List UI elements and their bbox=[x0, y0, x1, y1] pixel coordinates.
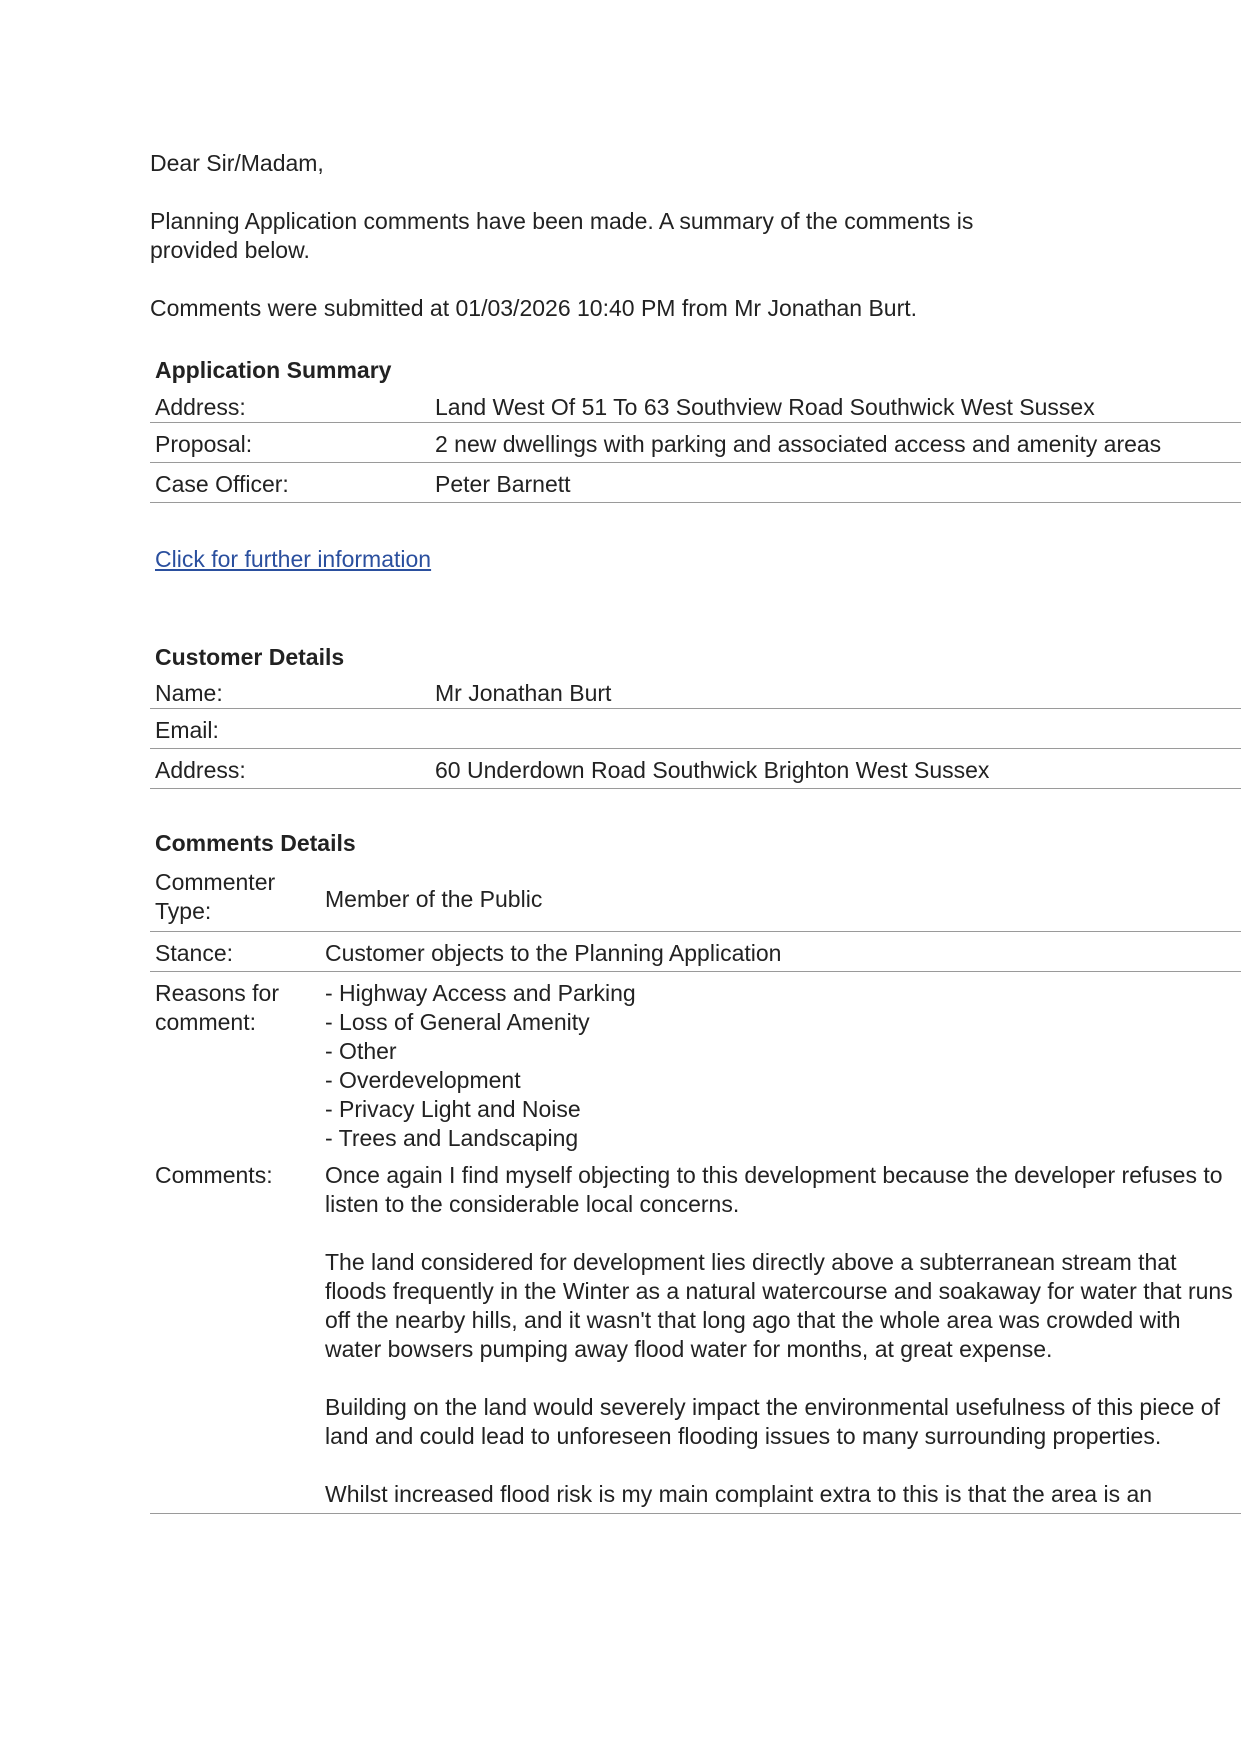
application-summary-table bbox=[150, 386, 1241, 503]
table-row bbox=[150, 386, 1241, 423]
comment-paragraph: The land considered for development lies directly above a subterranean stream that floods frequently in the Winter as a natural watercourse and soakaway for water that runs off the nearby hills, and it wasn't that long ago that the whole area was crowded with water bowsers pumping away flood water for months, at great expense. bbox=[325, 1248, 1233, 1362]
comments-body bbox=[320, 1153, 1241, 1514]
reasons-list bbox=[320, 971, 1241, 1153]
commenter-type-label-line-2: Type: bbox=[155, 898, 212, 924]
comment-paragraph: Once again I find myself objecting to this development because the developer refuses to listen to the considerable local concerns. bbox=[325, 1161, 1223, 1217]
comments-label: Comments: bbox=[150, 1153, 320, 1514]
reasons-label-line-1: Reasons for bbox=[155, 979, 280, 1006]
customer-address-value: 60 Underdown Road Southwick Brighton West Sussex bbox=[430, 749, 1241, 789]
comments-details-title: Comments Details bbox=[155, 830, 356, 856]
list-item: - Overdevelopment bbox=[325, 1066, 521, 1093]
list-item: - Loss of General Amenity bbox=[325, 1008, 590, 1035]
customer-name-value: Mr Jonathan Burt bbox=[430, 672, 1241, 709]
commenter-type-value: Member of the Public bbox=[320, 868, 1241, 931]
customer-email-label: Email: bbox=[150, 709, 430, 749]
table-row bbox=[150, 709, 1241, 749]
table-row bbox=[150, 971, 1241, 1153]
address-label: Address: bbox=[150, 386, 430, 423]
customer-email-value bbox=[430, 709, 1241, 749]
intro-text bbox=[150, 207, 1150, 265]
table-row bbox=[150, 868, 1241, 931]
reasons-label bbox=[150, 971, 320, 1153]
table-row bbox=[150, 672, 1241, 709]
table-row bbox=[150, 749, 1241, 789]
customer-details-table bbox=[150, 672, 1241, 789]
proposal-value: 2 new dwellings with parking and associated access and amenity areas bbox=[430, 423, 1241, 463]
comment-paragraph: Whilst increased flood risk is my main complaint extra to this is that the area is an bbox=[325, 1480, 1153, 1507]
intro-line-2: provided below. bbox=[150, 237, 310, 263]
table-row bbox=[150, 423, 1241, 463]
case-officer-label: Case Officer: bbox=[150, 463, 430, 503]
stance-value: Customer objects to the Planning Application bbox=[320, 931, 1241, 971]
stance-label: Stance: bbox=[150, 931, 320, 971]
list-item: - Privacy Light and Noise bbox=[325, 1095, 581, 1122]
customer-address-label: Address: bbox=[150, 749, 430, 789]
list-item: - Other bbox=[325, 1037, 397, 1064]
list-item: - Highway Access and Parking bbox=[325, 979, 636, 1006]
table-row bbox=[150, 463, 1241, 503]
reasons-label-line-2: comment: bbox=[155, 1008, 256, 1035]
commenter-type-label-line-1: Commenter bbox=[155, 869, 276, 895]
greeting: Dear Sir/Madam, bbox=[150, 150, 324, 176]
commenter-type-label bbox=[150, 868, 320, 931]
case-officer-value: Peter Barnett bbox=[430, 463, 1241, 503]
submitted-line: Comments were submitted at 01/03/2026 10:40 PM from Mr Jonathan Burt. bbox=[150, 295, 918, 321]
comment-paragraph: Building on the land would severely impact the environmental usefulness of this piece of land and could lead to unforeseen flooding issues to many surrounding properties. bbox=[325, 1393, 1220, 1449]
address-value: Land West Of 51 To 63 Southview Road Southwick West Sussex bbox=[430, 386, 1241, 423]
table-row bbox=[150, 931, 1241, 971]
intro-line-1: Planning Application comments have been made. A summary of the comments is bbox=[150, 208, 974, 234]
application-summary-title: Application Summary bbox=[155, 357, 392, 383]
table-row bbox=[150, 1153, 1241, 1514]
list-item: - Trees and Landscaping bbox=[325, 1124, 579, 1151]
comments-details-table bbox=[150, 868, 1241, 1514]
proposal-label: Proposal: bbox=[150, 423, 430, 463]
further-information-link[interactable]: Click for further information bbox=[155, 546, 432, 572]
customer-details-title: Customer Details bbox=[155, 644, 345, 670]
customer-name-label: Name: bbox=[150, 672, 430, 709]
